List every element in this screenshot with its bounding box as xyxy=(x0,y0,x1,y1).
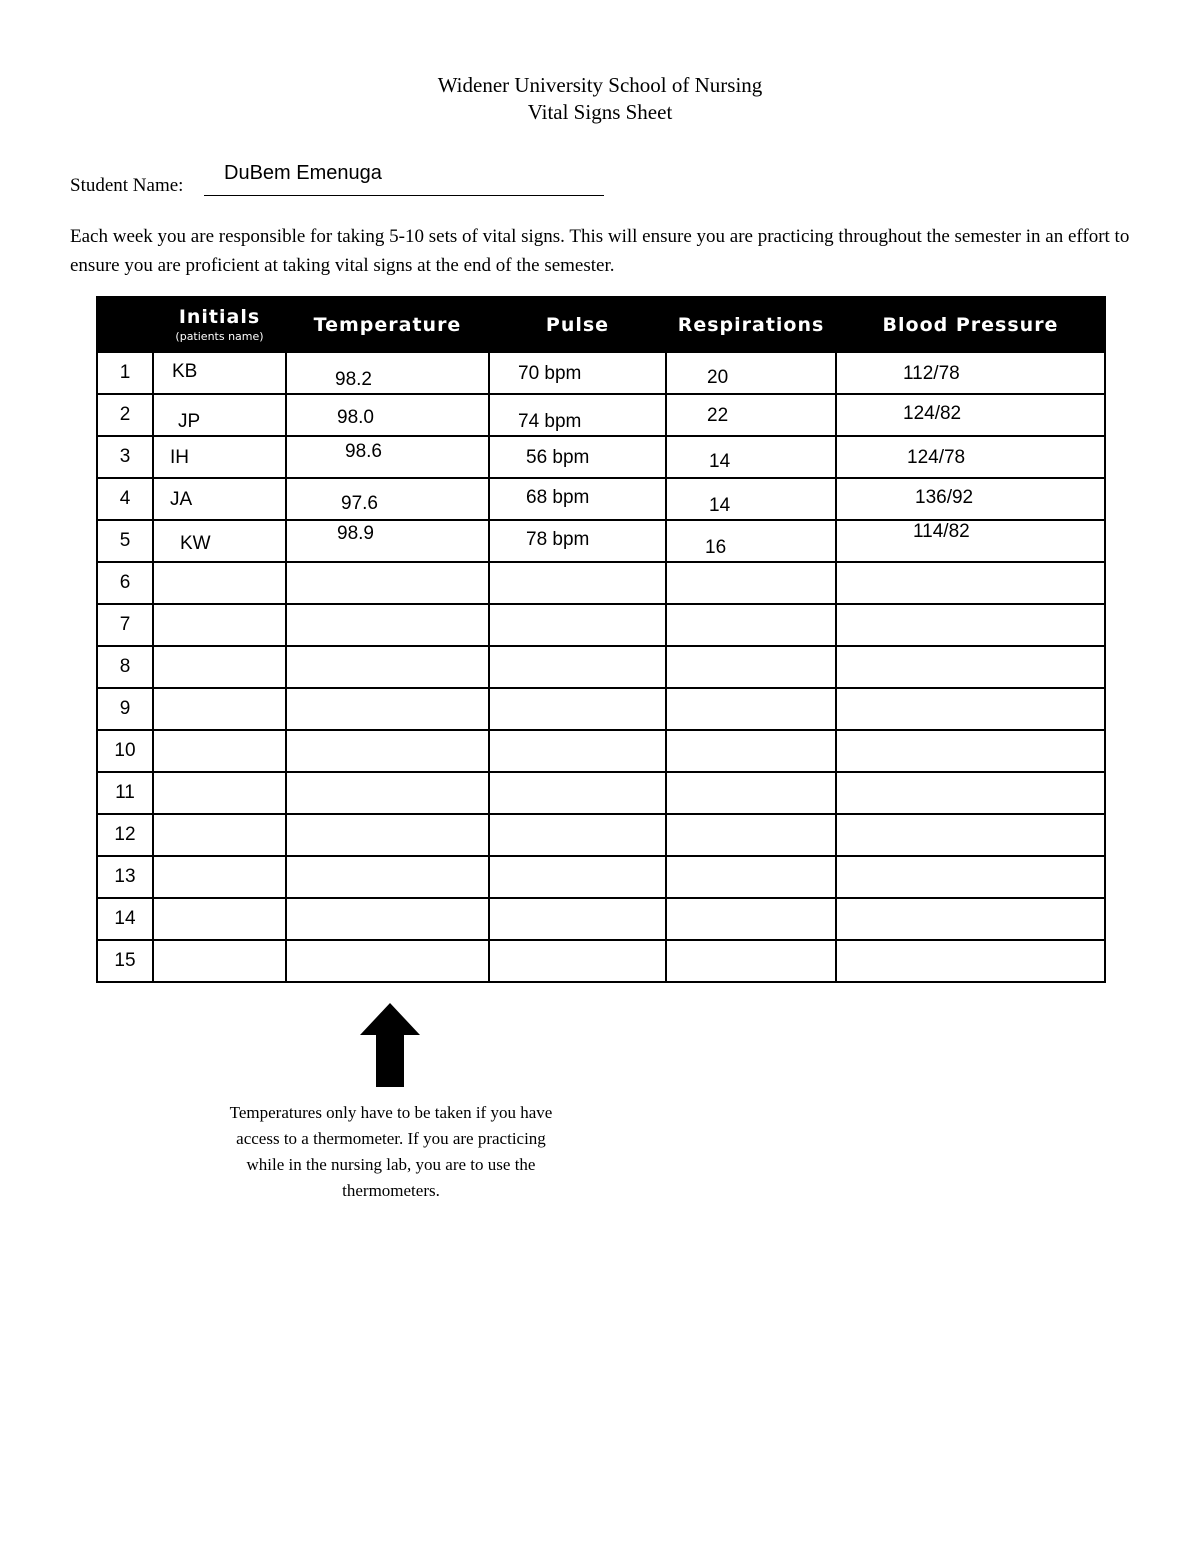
document-title: Widener University School of Nursing xyxy=(437,73,763,97)
initials-cell[interactable] xyxy=(153,856,286,898)
pulse-cell[interactable] xyxy=(489,604,666,646)
row-number-cell: 14 xyxy=(97,898,153,940)
pulse-cell[interactable] xyxy=(489,940,666,982)
temperature-cell[interactable] xyxy=(286,772,489,814)
temperature-value: 97.6 xyxy=(341,493,378,514)
row-number-cell: 4 xyxy=(97,478,153,520)
initials-cell[interactable] xyxy=(153,562,286,604)
pulse-value: 56 bpm xyxy=(526,447,590,468)
initials-cell[interactable] xyxy=(153,814,286,856)
temperature-value: 98.9 xyxy=(337,523,374,544)
blood-pressure-cell[interactable] xyxy=(836,604,1105,646)
pulse-value: 68 bpm xyxy=(526,487,590,508)
row-number-cell: 10 xyxy=(97,730,153,772)
pulse-cell[interactable] xyxy=(489,646,666,688)
table-header-row xyxy=(97,297,1105,352)
blood-pressure-value: 114/82 xyxy=(913,521,970,542)
pulse-cell[interactable] xyxy=(489,688,666,730)
pulse-value: 78 bpm xyxy=(526,529,590,550)
respirations-cell[interactable] xyxy=(666,478,836,520)
initials-cell[interactable] xyxy=(153,352,286,394)
respirations-cell[interactable] xyxy=(666,604,836,646)
temperature-cell[interactable] xyxy=(286,436,489,478)
respirations-cell[interactable] xyxy=(666,352,836,394)
student-name-line xyxy=(204,195,604,196)
initials-cell[interactable] xyxy=(153,730,286,772)
student-name-row xyxy=(70,162,610,198)
document-header xyxy=(0,72,1200,126)
blood-pressure-cell[interactable] xyxy=(836,352,1105,394)
table-row xyxy=(97,520,1105,562)
blood-pressure-cell[interactable] xyxy=(836,898,1105,940)
respirations-cell[interactable] xyxy=(666,688,836,730)
header-row-number xyxy=(97,297,153,352)
blood-pressure-cell[interactable] xyxy=(836,940,1105,982)
row-number-cell: 13 xyxy=(97,856,153,898)
pulse-cell[interactable] xyxy=(489,814,666,856)
temperature-cell[interactable] xyxy=(286,562,489,604)
table-row xyxy=(97,352,1105,394)
row-number-cell: 2 xyxy=(97,394,153,436)
table-row xyxy=(97,940,1105,982)
blood-pressure-value: 124/78 xyxy=(907,447,966,468)
row-number-cell: 3 xyxy=(97,436,153,478)
respirations-cell[interactable] xyxy=(666,772,836,814)
initials-cell[interactable] xyxy=(153,940,286,982)
temperature-cell[interactable] xyxy=(286,940,489,982)
pulse-cell[interactable] xyxy=(489,436,666,478)
table-row xyxy=(97,604,1105,646)
table-row xyxy=(97,730,1105,772)
temperature-value: 98.0 xyxy=(337,407,374,428)
initials-cell[interactable] xyxy=(153,646,286,688)
table-row xyxy=(97,478,1105,520)
table-row xyxy=(97,646,1105,688)
respirations-value: 14 xyxy=(709,495,731,516)
row-number-cell: 15 xyxy=(97,940,153,982)
initials-cell[interactable] xyxy=(153,604,286,646)
respirations-cell[interactable] xyxy=(666,898,836,940)
header-blood-pressure: Blood Pressure xyxy=(836,297,1105,352)
temperature-cell[interactable] xyxy=(286,478,489,520)
table-row xyxy=(97,394,1105,436)
table-row xyxy=(97,772,1105,814)
temperature-cell[interactable] xyxy=(286,646,489,688)
table-row xyxy=(97,688,1105,730)
row-number-cell: 7 xyxy=(97,604,153,646)
initials-cell[interactable] xyxy=(153,394,286,436)
temperature-cell[interactable] xyxy=(286,898,489,940)
row-number-cell: 8 xyxy=(97,646,153,688)
respirations-cell[interactable] xyxy=(666,940,836,982)
pulse-value: 74 bpm xyxy=(518,411,582,432)
row-number-cell: 1 xyxy=(97,352,153,394)
row-number-cell: 5 xyxy=(97,520,153,562)
blood-pressure-cell[interactable] xyxy=(836,688,1105,730)
table-row xyxy=(97,898,1105,940)
temperature-cell[interactable] xyxy=(286,730,489,772)
temperature-cell[interactable] xyxy=(286,856,489,898)
pulse-cell[interactable] xyxy=(489,730,666,772)
initials-cell[interactable] xyxy=(153,520,286,562)
student-name-field[interactable]: DuBem Emenuga xyxy=(224,162,382,184)
table-body xyxy=(97,352,1105,982)
pulse-cell[interactable] xyxy=(489,772,666,814)
respirations-cell[interactable] xyxy=(666,856,836,898)
respirations-cell[interactable] xyxy=(666,562,836,604)
temperature-value: 98.2 xyxy=(335,369,372,390)
temperature-cell[interactable] xyxy=(286,688,489,730)
document-subtitle: Vital Signs Sheet xyxy=(527,100,673,124)
initials-cell[interactable] xyxy=(153,436,286,478)
blood-pressure-cell[interactable] xyxy=(836,772,1105,814)
initials-value: JP xyxy=(178,411,201,432)
temperature-cell[interactable] xyxy=(286,394,489,436)
row-number-cell: 9 xyxy=(97,688,153,730)
table-row xyxy=(97,856,1105,898)
table-row xyxy=(97,562,1105,604)
temperature-cell[interactable] xyxy=(286,604,489,646)
blood-pressure-cell[interactable] xyxy=(836,562,1105,604)
temperature-cell[interactable] xyxy=(286,352,489,394)
pulse-cell[interactable] xyxy=(489,520,666,562)
header-respirations: Respirations xyxy=(666,297,836,352)
temperature-note: Temperatures only have to be taken if you have access to a thermometer. If you are practicing while in the nursing lab, you are to use the thermometers. xyxy=(229,1103,553,1200)
respirations-cell[interactable] xyxy=(666,520,836,562)
respirations-value: 16 xyxy=(705,537,727,558)
initials-cell[interactable] xyxy=(153,688,286,730)
respirations-cell[interactable] xyxy=(666,646,836,688)
blood-pressure-cell[interactable] xyxy=(836,394,1105,436)
respirations-cell[interactable] xyxy=(666,730,836,772)
vital-signs-table xyxy=(96,296,1106,983)
respirations-value: 20 xyxy=(707,367,729,388)
temperature-cell[interactable] xyxy=(286,520,489,562)
initials-cell[interactable] xyxy=(153,898,286,940)
blood-pressure-cell[interactable] xyxy=(836,520,1105,562)
row-number-cell: 11 xyxy=(97,772,153,814)
row-number-cell: 6 xyxy=(97,562,153,604)
pulse-cell[interactable] xyxy=(489,394,666,436)
blood-pressure-cell[interactable] xyxy=(836,646,1105,688)
row-number-cell: 12 xyxy=(97,814,153,856)
pulse-value: 70 bpm xyxy=(518,363,582,384)
student-name-label: Student Name: xyxy=(70,175,184,196)
pulse-cell[interactable] xyxy=(489,562,666,604)
blood-pressure-value: 136/92 xyxy=(915,487,974,508)
blood-pressure-cell[interactable] xyxy=(836,856,1105,898)
initials-cell[interactable] xyxy=(153,772,286,814)
respirations-cell[interactable] xyxy=(666,436,836,478)
blood-pressure-value: 112/78 xyxy=(903,363,960,384)
initials-value: KW xyxy=(180,533,211,554)
initials-value: JA xyxy=(170,489,193,510)
initials-cell[interactable] xyxy=(153,478,286,520)
instructions-text: Each week you are responsible for taking 5-10 sets of vital signs. This will ensure you are practicing throughout the semester in an effort to ensure you are proficient at taking vital signs at the end of the semester. xyxy=(70,226,1130,276)
header-initials xyxy=(153,297,286,352)
respirations-cell[interactable] xyxy=(666,814,836,856)
pulse-cell[interactable] xyxy=(489,352,666,394)
up-arrow-icon xyxy=(358,1003,422,1087)
blood-pressure-cell[interactable] xyxy=(836,730,1105,772)
blood-pressure-value: 124/82 xyxy=(903,403,962,424)
respirations-cell[interactable] xyxy=(666,394,836,436)
table-row xyxy=(97,436,1105,478)
blood-pressure-cell[interactable] xyxy=(836,478,1105,520)
initials-value: IH xyxy=(170,447,189,468)
header-pulse: Pulse xyxy=(489,297,666,352)
respirations-value: 14 xyxy=(709,451,731,472)
initials-value: KB xyxy=(172,361,198,382)
temperature-cell[interactable] xyxy=(286,814,489,856)
respirations-value: 22 xyxy=(707,405,729,426)
header-initials-label: Initials xyxy=(178,306,261,328)
header-initials-sublabel: (patients name) xyxy=(175,330,264,343)
temperature-value: 98.6 xyxy=(345,441,382,462)
pulse-cell[interactable] xyxy=(489,898,666,940)
header-temperature: Temperature xyxy=(286,297,489,352)
blood-pressure-cell[interactable] xyxy=(836,436,1105,478)
pulse-cell[interactable] xyxy=(489,478,666,520)
pulse-cell[interactable] xyxy=(489,856,666,898)
blood-pressure-cell[interactable] xyxy=(836,814,1105,856)
table-row xyxy=(97,814,1105,856)
